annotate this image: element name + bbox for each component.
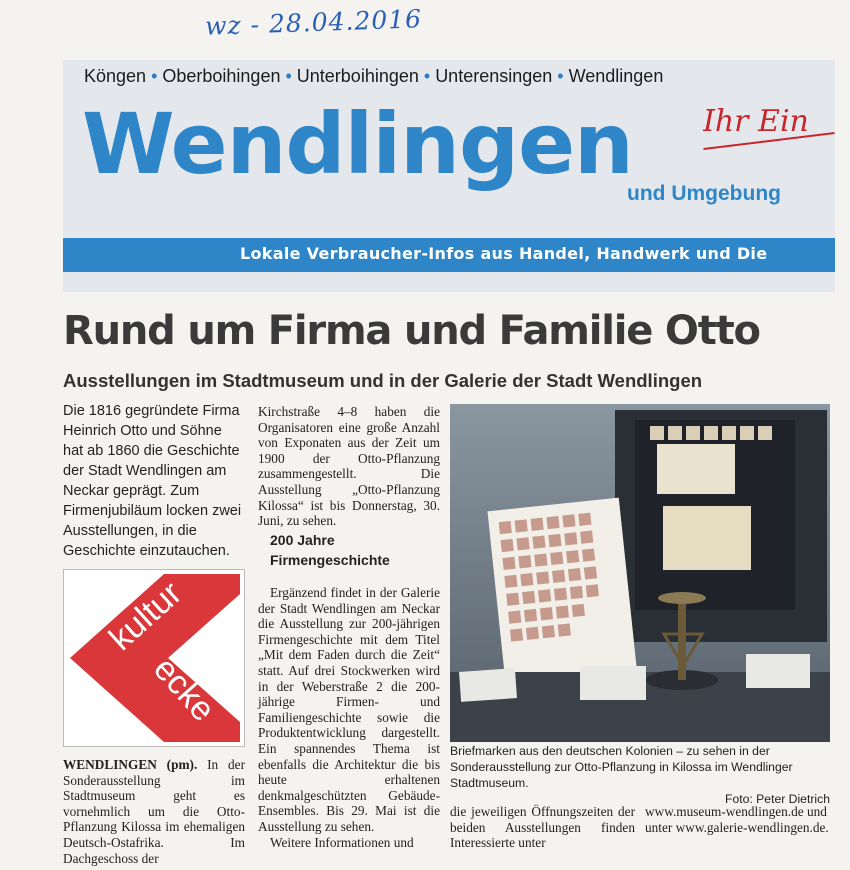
masthead-subtitle: und Umgebung [627, 182, 781, 205]
handwritten-note: Ihr Ein [703, 104, 809, 139]
town-name: Wendlingen [568, 66, 664, 86]
tagline-bar [63, 238, 835, 272]
dateline: WENDLINGEN (pm). [63, 757, 198, 772]
town-name: Oberboihingen [162, 66, 281, 86]
photo-caption [450, 743, 830, 807]
caption-text: Briefmarken aus den deutschen Kolonien – zu sehen in der Sonderausstellung zur Otto-Pflanzung in Kilossa im Wendlinger Stadtmuseum. [450, 744, 793, 790]
kultur-word: kultur [101, 574, 190, 658]
article-column-2-bottom [258, 585, 440, 850]
town-name: Unterboihingen [296, 66, 419, 86]
article-headline: Rund um Firma und Familie Otto [63, 308, 760, 354]
article-subheadline: Ausstellungen im Stadtmuseum und in der Galerie der Stadt Wendlingen [63, 370, 703, 391]
handwritten-date: wz - 28.04.2016 [204, 4, 423, 41]
kultur-ecke-logo [63, 569, 245, 747]
stamp-display-image [450, 404, 830, 742]
kultur-ecke-chevron-icon [64, 570, 244, 746]
bullet-separator: • [285, 66, 292, 86]
bullet-separator: • [557, 66, 564, 86]
masthead-title: Wendlingen [82, 95, 633, 193]
column-text: Weitere Informationen und [270, 834, 414, 850]
town-name: Unterensingen [435, 66, 553, 86]
exhibition-photo [450, 404, 830, 742]
column-text: In der Sonderausstellung im Stadtmuseum geht es vornehmlich um die Otto-Pflanzung Kilossa im ehemaligen Deutsch-Ostafrika. Im Dachgeschoss der [63, 757, 245, 866]
article-column-3: die jeweiligen Öffnungszeiten der beiden Ausstellungen finden Interessierte unter [450, 804, 635, 851]
section-heading: 200 Jahre Firmengeschichte [270, 532, 390, 568]
town-list [84, 66, 663, 87]
column-text: Ergänzend findet in der Galerie der Stadt Wendlingen am Neckar die Ausstellung zur 200-jährigen Firmengeschichte mit dem Titel „Mit dem Faden durch die Zeit“ statt. Auf drei Stockwerken wird in der Weberstraße 2 die 200-jährige Firmen- und Familiengeschichte sowie die Produktentwicklung dargestellt. Ein spannendes Thema ist ebenfalls die Architektur die bis heute erhaltenen denkmalgeschützten Gebäude-Ensembles. Bis 29. Mai ist die Ausstellung zu sehen. [258, 585, 440, 834]
ecke-word: ecke [146, 649, 223, 729]
article-column-2-top: Kirchstraße 4–8 haben die Organisatoren eine große Anzahl von Exponaten aus der Zeit um 1900 der Otto-Pflanzung zusammengestellt. Die Ausstellung „Otto-Pflanzung Kilossa“ ist bis Donnerstag, 30. Juni, zu sehen. [258, 404, 440, 529]
article-column-4: www.museum-wendlingen.de und unter www.galerie-wendlingen.de. [645, 804, 829, 835]
bullet-separator: • [151, 66, 158, 86]
article-column-1 [63, 757, 245, 866]
photo-credit: Foto: Peter Dietrich [725, 792, 830, 806]
town-name: Köngen [84, 66, 147, 86]
article-lead: Die 1816 gegründete Firma Heinrich Otto und Söhne hat ab 1860 die Geschichte der Stadt Wendlingen am Neckar geprägt. Zum Firmenjubiläum locken zwei Ausstellungen, in die Geschichte einzutauchen. [63, 403, 242, 559]
tagline-text: Lokale Verbraucher-Infos aus Handel, Handwerk und Die [240, 244, 768, 263]
bullet-separator: • [423, 66, 431, 86]
